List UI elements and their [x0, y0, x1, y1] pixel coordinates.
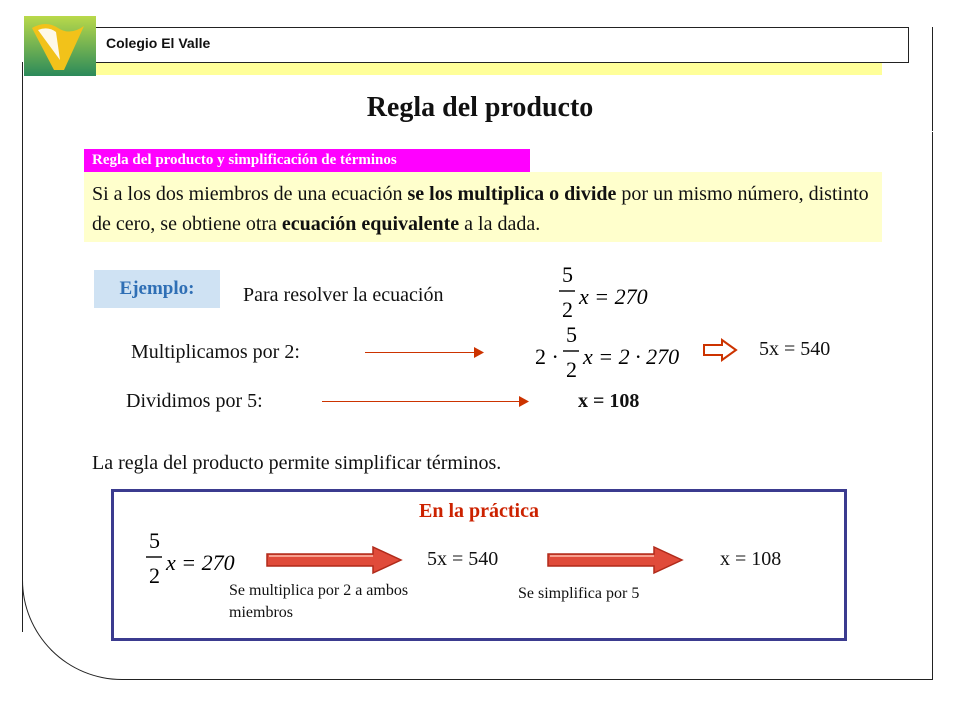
practice-arrow-2-icon — [546, 545, 686, 575]
eq-denominator: 2 — [562, 297, 573, 322]
school-logo — [24, 16, 96, 76]
example-intro: Para resolver la ecuación — [243, 284, 444, 306]
divide-arrow-head — [519, 396, 529, 407]
practice-step2-note: Se simplifica por 5 — [518, 585, 640, 602]
divide-arrow — [322, 401, 522, 402]
eq-rest: x = 270 — [579, 284, 648, 309]
implies-arrow-icon — [702, 338, 738, 362]
page-title: Regla del producto — [366, 92, 594, 123]
multiply-equation — [535, 322, 685, 384]
peq-numerator: 5 — [149, 528, 160, 553]
rule-text-3: a la dada. — [459, 213, 541, 235]
rule-text-bold-2: ecuación equivalente — [281, 213, 460, 235]
divide-result: x = 108 — [578, 390, 640, 412]
practice-step2-result: x = 108 — [720, 548, 782, 570]
school-name: Colegio El Valle — [106, 35, 211, 51]
multiply-arrow — [365, 352, 477, 353]
header-bar — [96, 27, 909, 63]
rule-tag: Regla del producto y simplificación de términos — [84, 149, 530, 172]
example-equation — [555, 262, 665, 324]
frame-right-bottom — [932, 132, 933, 680]
multiply-label: Multiplicamos por 2: — [131, 341, 300, 363]
multiply-arrow-head — [474, 347, 484, 358]
example-tag: Ejemplo: — [94, 270, 220, 308]
summary-text: La regla del producto permite simplificar términos. — [92, 452, 502, 474]
peq-rest: x = 270 — [166, 550, 235, 575]
header-accent-band — [96, 63, 882, 75]
divide-label: Dividimos por 5: — [126, 390, 263, 412]
multiply-result: 5x = 540 — [759, 338, 831, 360]
practice-title: En la práctica — [419, 500, 539, 522]
rule-text-2: por un mismo número, distinto de cero, se obtiene otra — [92, 183, 869, 235]
practice-step1-result: 5x = 540 — [427, 548, 499, 570]
meq-rest: x = 2 · 270 — [583, 344, 680, 369]
rule-statement — [84, 172, 882, 242]
meq-numerator: 5 — [566, 322, 577, 347]
peq-denominator: 2 — [149, 563, 160, 588]
frame-left — [22, 62, 23, 632]
meq-prefix: 2 · — [535, 344, 559, 369]
rule-text-1: Si a los dos miembros de una ecuación — [92, 183, 408, 205]
rule-text-bold-1: se los multiplica o divide — [407, 183, 617, 205]
meq-denominator: 2 — [566, 357, 577, 382]
eq-numerator: 5 — [562, 262, 573, 287]
frame-bottom — [130, 679, 933, 680]
practice-step1-note: Se multiplica por 2 a ambos miembros — [229, 582, 409, 621]
practice-arrow-1-icon — [265, 545, 405, 575]
